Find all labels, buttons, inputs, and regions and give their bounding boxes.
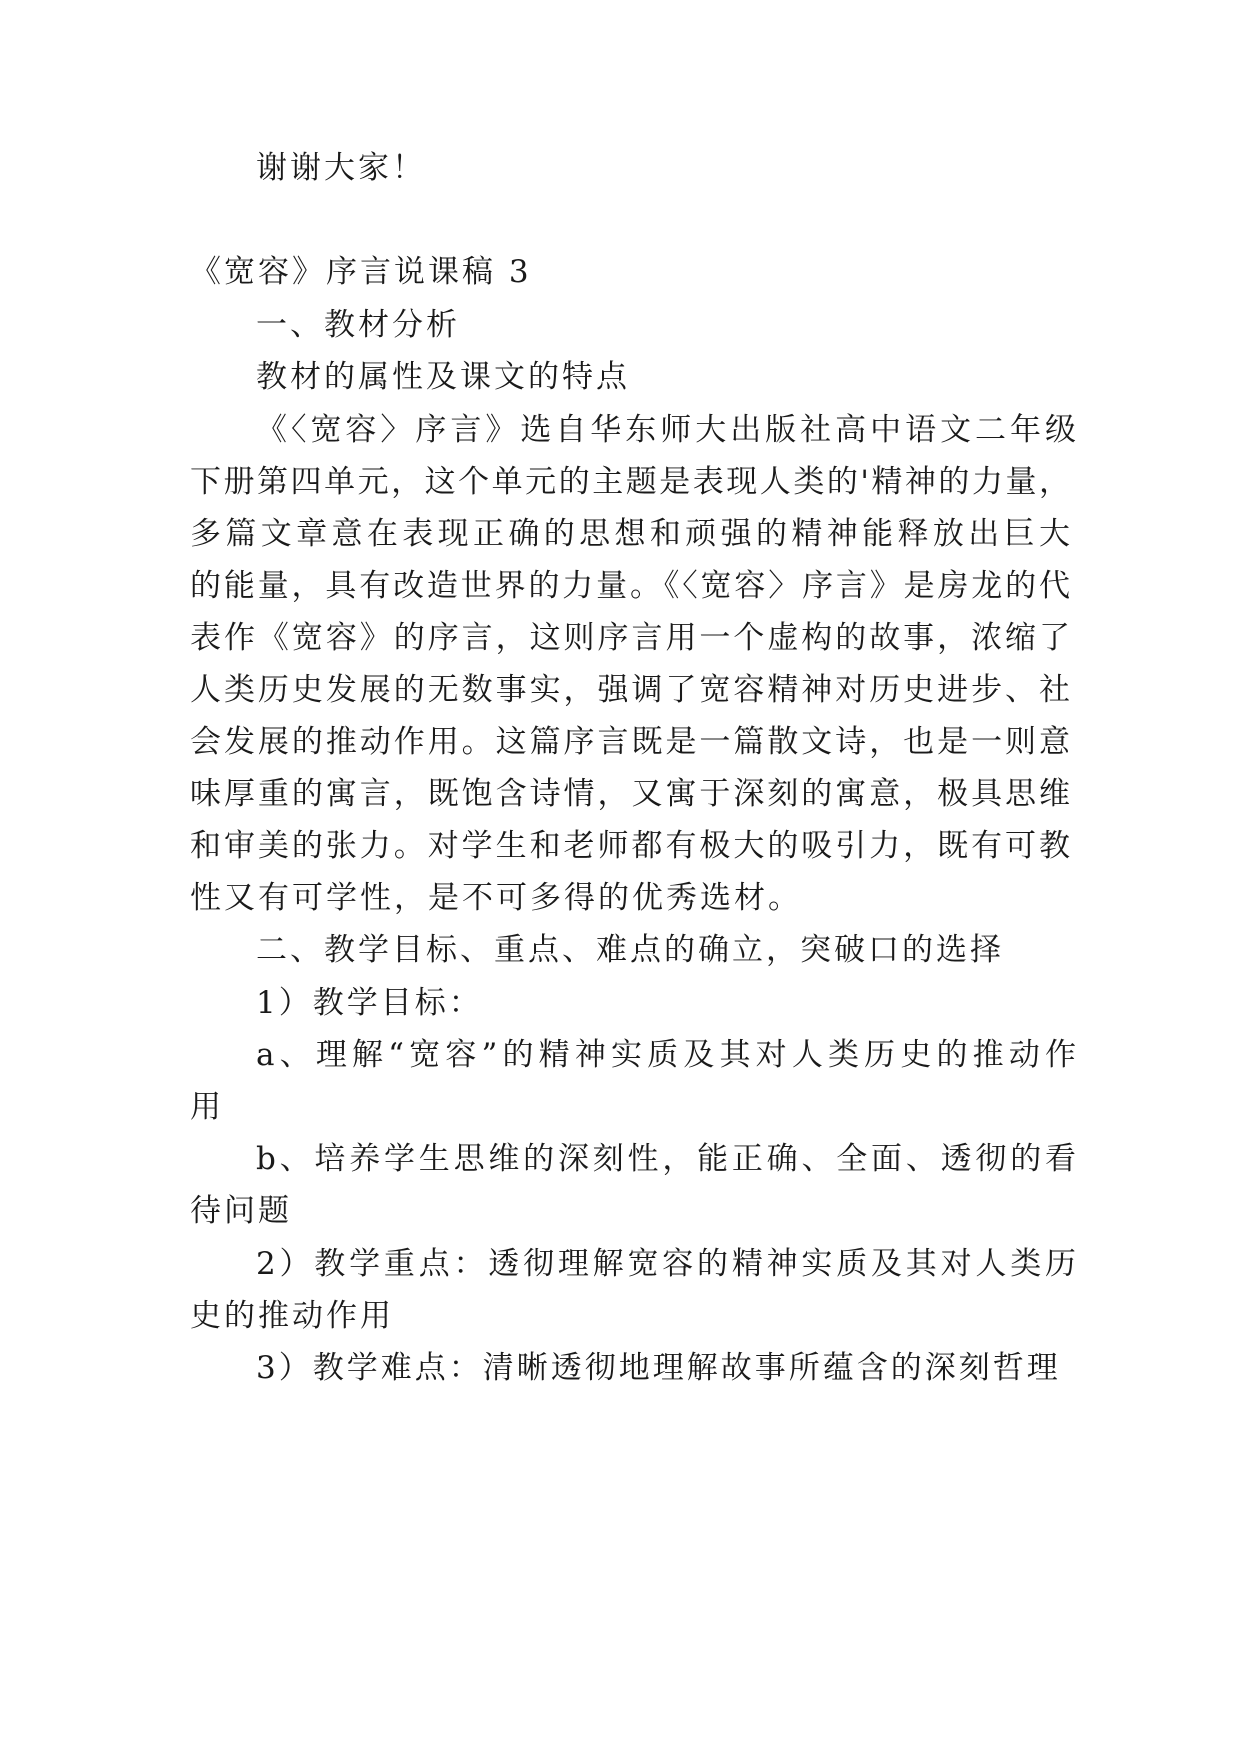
paragraph-line: 味厚重的寓言，既饱含诗情，又寓于深刻的寓意，极具思维 (190, 776, 1070, 812)
paragraph-line: 表作《宽容》的序言，这则序言用一个虚构的故事，浓缩了 (190, 620, 1070, 656)
paragraph-line: 的能量，具有改造世界的力量。《〈宽容〉序言》是房龙的代 (190, 568, 1070, 604)
heading-teaching-material-analysis: 一、教材分析 (256, 307, 460, 343)
objective-a-line: 用 (190, 1089, 224, 1125)
paragraph-line: 多篇文章意在表现正确的思想和顽强的精神能释放出巨大 (190, 516, 1070, 552)
objectives-label: 1）教学目标： (256, 985, 483, 1021)
paragraph-line: 人类历史发展的无数事实，强调了宽容精神对历史进步、社 (190, 672, 1070, 708)
paragraph-line: 《〈宽容〉序言》选自华东师大出版社高中语文二年级 (256, 412, 1076, 448)
objective-b-line: 待问题 (190, 1193, 292, 1229)
paragraph-line: 会发展的推动作用。这篇序言既是一篇散文诗，也是一则意 (190, 724, 1070, 760)
difficulty-line: 3）教学难点：清晰透彻地理解故事所蕴含的深刻哲理 (256, 1350, 1061, 1386)
paragraph-line: 性又有可学性，是不可多得的优秀选材。 (190, 880, 802, 916)
key-point-line: 2）教学重点：透彻理解宽容的精神实质及其对人类历 (256, 1246, 1076, 1282)
paragraph-line: 下册第四单元，这个单元的主题是表现人类的'精神的力量， (190, 464, 1070, 500)
key-point-line: 史的推动作用 (190, 1298, 394, 1334)
closing-line: 谢谢大家！ (256, 150, 426, 186)
subheading-material-attributes: 教材的属性及课文的特点 (256, 359, 630, 395)
section-title: 《宽容》序言说课稿 3 (190, 254, 532, 290)
heading-teaching-objectives: 二、教学目标、重点、难点的确立，突破口的选择 (256, 932, 1004, 968)
objective-b-line: b、培养学生思维的深刻性，能正确、全面、透彻的看 (256, 1141, 1076, 1177)
objective-a-line: a、理解“宽容”的精神实质及其对人类历史的推动作 (256, 1037, 1076, 1073)
paragraph-line: 和审美的张力。对学生和老师都有极大的吸引力，既有可教 (190, 828, 1070, 864)
